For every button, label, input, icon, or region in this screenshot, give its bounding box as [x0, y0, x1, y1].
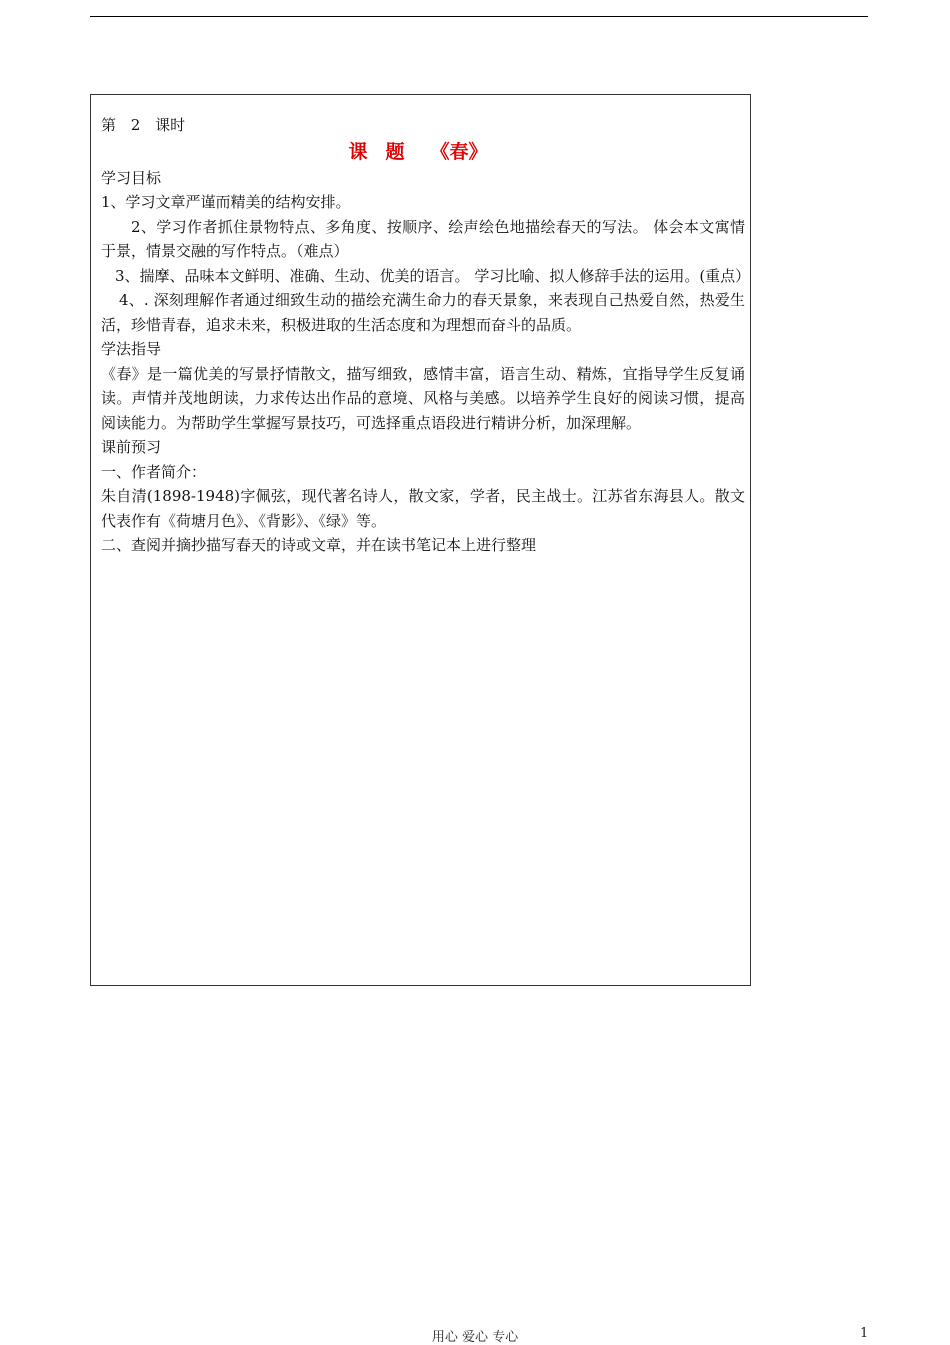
title-char-2: 题 [385, 140, 405, 163]
objectives-heading: 学习目标 [101, 168, 162, 187]
objective-2: 2、学习作者抓住景物特点、多角度、按顺序、绘声绘色地描绘春天的写法。 体会本文寓情于景，情景交融的写作特点。（难点） [101, 217, 745, 260]
method-heading: 学法指导 [101, 340, 162, 358]
lesson-frame [90, 94, 751, 986]
title-book: 《春》 [430, 140, 488, 163]
title-char-1: 课 [348, 140, 368, 163]
lesson-content [101, 113, 751, 558]
lesson-number: 第 2 课时 [101, 116, 186, 134]
preview-heading: 课前预习 [101, 438, 162, 456]
objective-3: 3、揣摩、品味本文鲜明、准确、生动、优美的语言。 学习比喻、拟人修辞手法的运用。(重点） [115, 266, 751, 285]
author-text: 朱自清(1898-1948)字佩弦，现代著名诗人，散文家，学者，民主战士。江苏省东海县人。散文代表作有《荷塘月色》、《背影》、《绿》等。 [101, 487, 745, 530]
author-heading: 一、作者简介： [101, 462, 207, 481]
objective-4: 4、. 深刻理解作者通过细致生动的描绘充满生命力的春天景象，来表现自己热爱自然，热爱生活，珍惜青春，追求未来，积极进取的生活态度和为理想而奋斗的品质。 [101, 291, 745, 334]
lesson-title [101, 138, 745, 166]
header-rule [90, 16, 868, 17]
method-text: 《春》是一篇优美的写景抒情散文，描写细致，感情丰富，语言生动、精炼，宜指导学生反复诵读。声情并茂地朗读，力求传达出作品的意境、风格与美感。以培养学生良好的阅读习惯，提高阅读能力。为帮助学生掌握写景技巧，可选择重点语段进行精讲分析，加深理解。 [101, 364, 745, 432]
footer-motto: 用心 爱心 专心 [431, 1330, 519, 1345]
objective-1: 1、学习文章严谨而精美的结构安排。 [101, 193, 351, 211]
task-2: 二、查阅并摘抄描写春天的诗或文章，并在读书笔记本上进行整理 [101, 536, 537, 554]
page-number: 1 [860, 1326, 869, 1341]
